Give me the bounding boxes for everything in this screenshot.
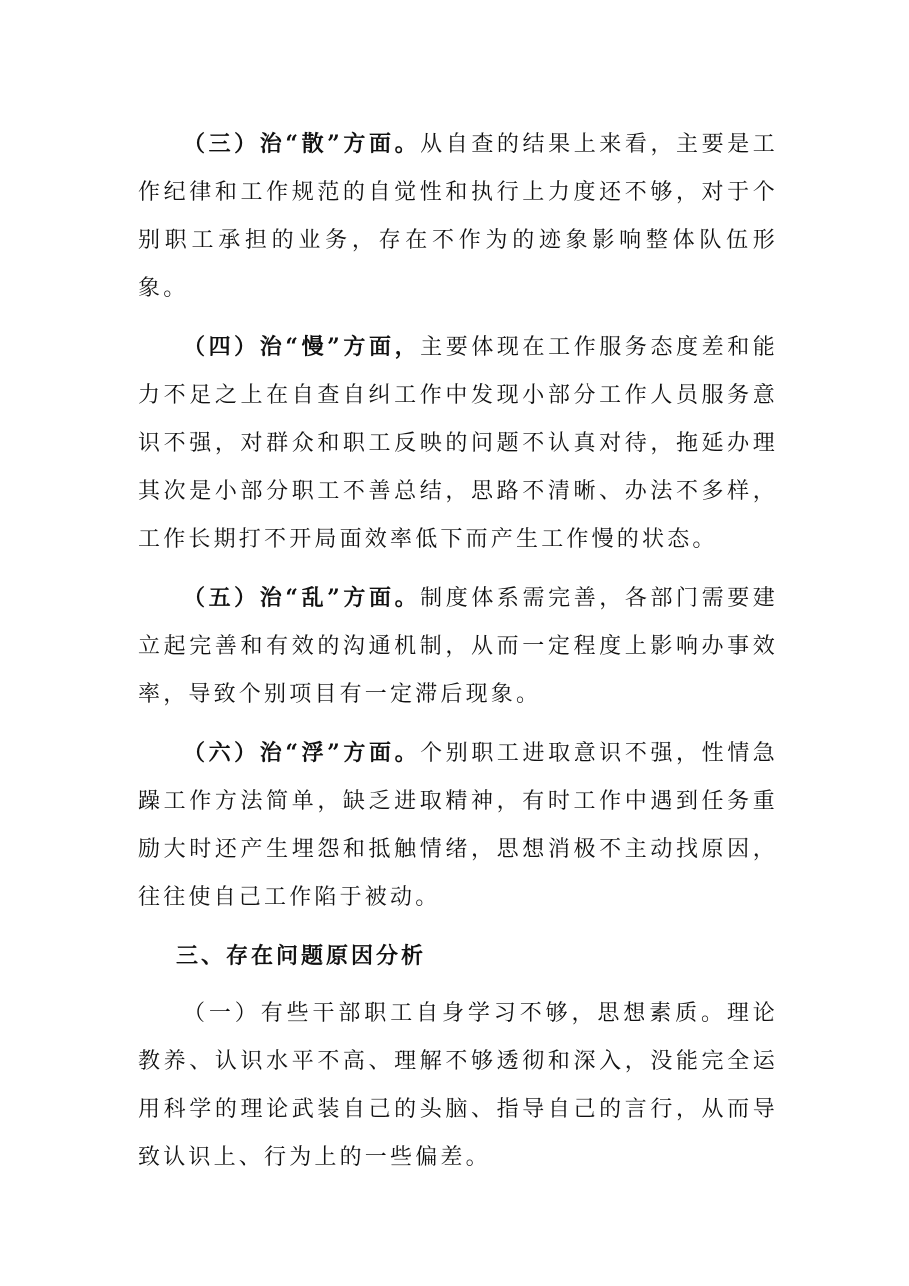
document-page [138,120,778,1182]
section-heading: 三、存在问题原因分析 [176,943,427,969]
paragraph-body: 从自查的结果上来看，主要是工作纪律和工作规范的自觉性和执行上力度还不够，对于个别职工承担的业务，存在不作为的迹象影响整体队伍形象。 [138,132,778,301]
paragraph-body: 制度体系需完善，各部门需要建立起完善和有效的沟通机制，从而一定程度上影响办事效率，导致个别项目有一定滞后现象。 [138,586,778,707]
paragraph-lead: （五）治“乱”方面。 [183,585,421,611]
paragraph-body: 个别职工进取意识不强，性情急躁工作方法简单，缺乏进取精神，有时工作中遇到任务重励大时还产生埋怨和抵触情绪，思想消极不主动找原因，往往使自己工作陷于被动。 [138,741,778,910]
paragraph-four [138,323,778,564]
analysis-paragraph-one [138,990,778,1182]
paragraph-six [138,729,778,922]
paragraph-body: （一）有些干部职工自身学习不够，思想素质。理论教养、认识水平不高、理解不够透彻和深入，没能完全运用科学的理论武装自己的头脑、指导自己的言行，从而导致认识上、行为上的一些偏差。 [138,1001,778,1170]
paragraph-lead: （四）治“慢”方面， [183,334,421,360]
paragraph-lead: （三）治“散”方面。 [183,131,421,157]
paragraph-body: 主要体现在工作服务态度差和能力不足之上在自查自纠工作中发现小部分工作人员服务意识不强，对群众和职工反映的问题不认真对待，拖延办理其次是小部分职工不善总结，思路不清晰、办法不多样，工作长期打不开局面效率低下而产生工作慢的状态。 [138,335,778,552]
paragraph-lead: （六）治“浮”方面。 [183,740,421,766]
paragraph-five [138,574,778,719]
paragraph-three [138,120,778,313]
